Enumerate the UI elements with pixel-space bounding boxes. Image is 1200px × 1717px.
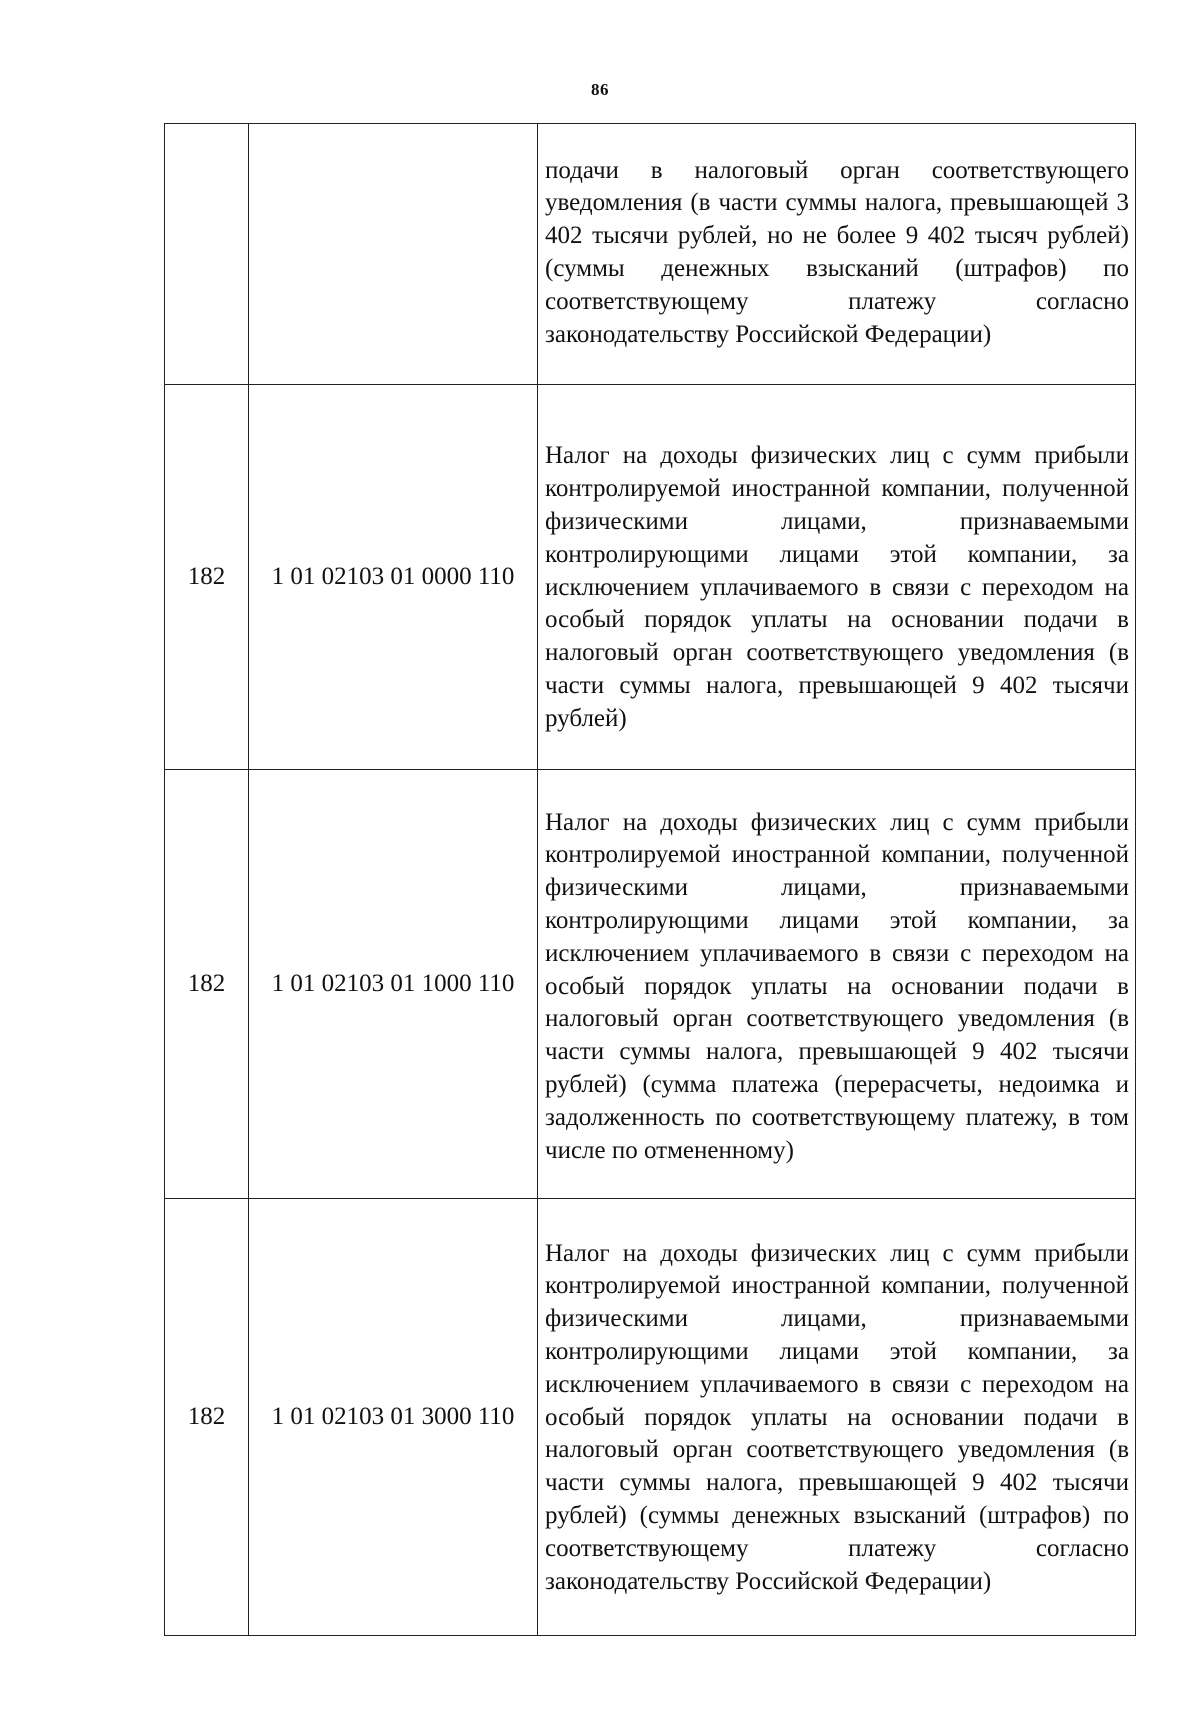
table-row [165,1199,1136,1636]
description-cell: подачи в налоговый орган соответствующего уведомления (в части суммы налога, превышающей 3 402 тысячи рублей, но не более 9 402 тысяч рублей) (суммы денежных взысканий (штрафов) по соответствующему платежу согласно законодательству Российской Федерации) [538,124,1136,385]
admin-code-cell: 182 [165,770,249,1199]
kbk-code-cell: 1 01 02103 01 0000 110 [249,385,538,770]
description-cell: Налог на доходы физических лиц с сумм прибыли контролируемой иностранной компании, полученной физическими лицами, признаваемыми контролирующими лицами этой компании, за исключением уплачиваемого в связи с переходом на особый порядок уплаты на основании подачи в налоговый орган соответствующего уведомления (в части суммы налога, превышающей 9 402 тысячи рублей) (сумма платежа (перерасчеты, недоимка и задолженность по соответствующему платежу, в том числе по отмененному) [538,770,1136,1199]
description-cell: Налог на доходы физических лиц с сумм прибыли контролируемой иностранной компании, полученной физическими лицами, признаваемыми контролирующими лицами этой компании, за исключением уплачиваемого в связи с переходом на особый порядок уплаты на основании подачи в налоговый орган соответствующего уведомления (в части суммы налога, превышающей 9 402 тысячи рублей) [538,385,1136,770]
kbk-code-cell [249,124,538,385]
budget-classification-table [164,123,1136,1636]
table-row [165,770,1136,1199]
admin-code-cell: 182 [165,1199,249,1636]
description-cell: Налог на доходы физических лиц с сумм прибыли контролируемой иностранной компании, полученной физическими лицами, признаваемыми контролирующими лицами этой компании, за исключением уплачиваемого в связи с переходом на особый порядок уплаты на основании подачи в налоговый орган соответствующего уведомления (в части суммы налога, превышающей 9 402 тысячи рублей) (суммы денежных взысканий (штрафов) по соответствующему платежу согласно законодательству Российской Федерации) [538,1199,1136,1636]
page-number: 86 [591,80,609,99]
table-row [165,124,1136,385]
admin-code-cell [165,124,249,385]
admin-code-cell: 182 [165,385,249,770]
table-row [165,385,1136,770]
kbk-code-cell: 1 01 02103 01 3000 110 [249,1199,538,1636]
kbk-code-cell: 1 01 02103 01 1000 110 [249,770,538,1199]
